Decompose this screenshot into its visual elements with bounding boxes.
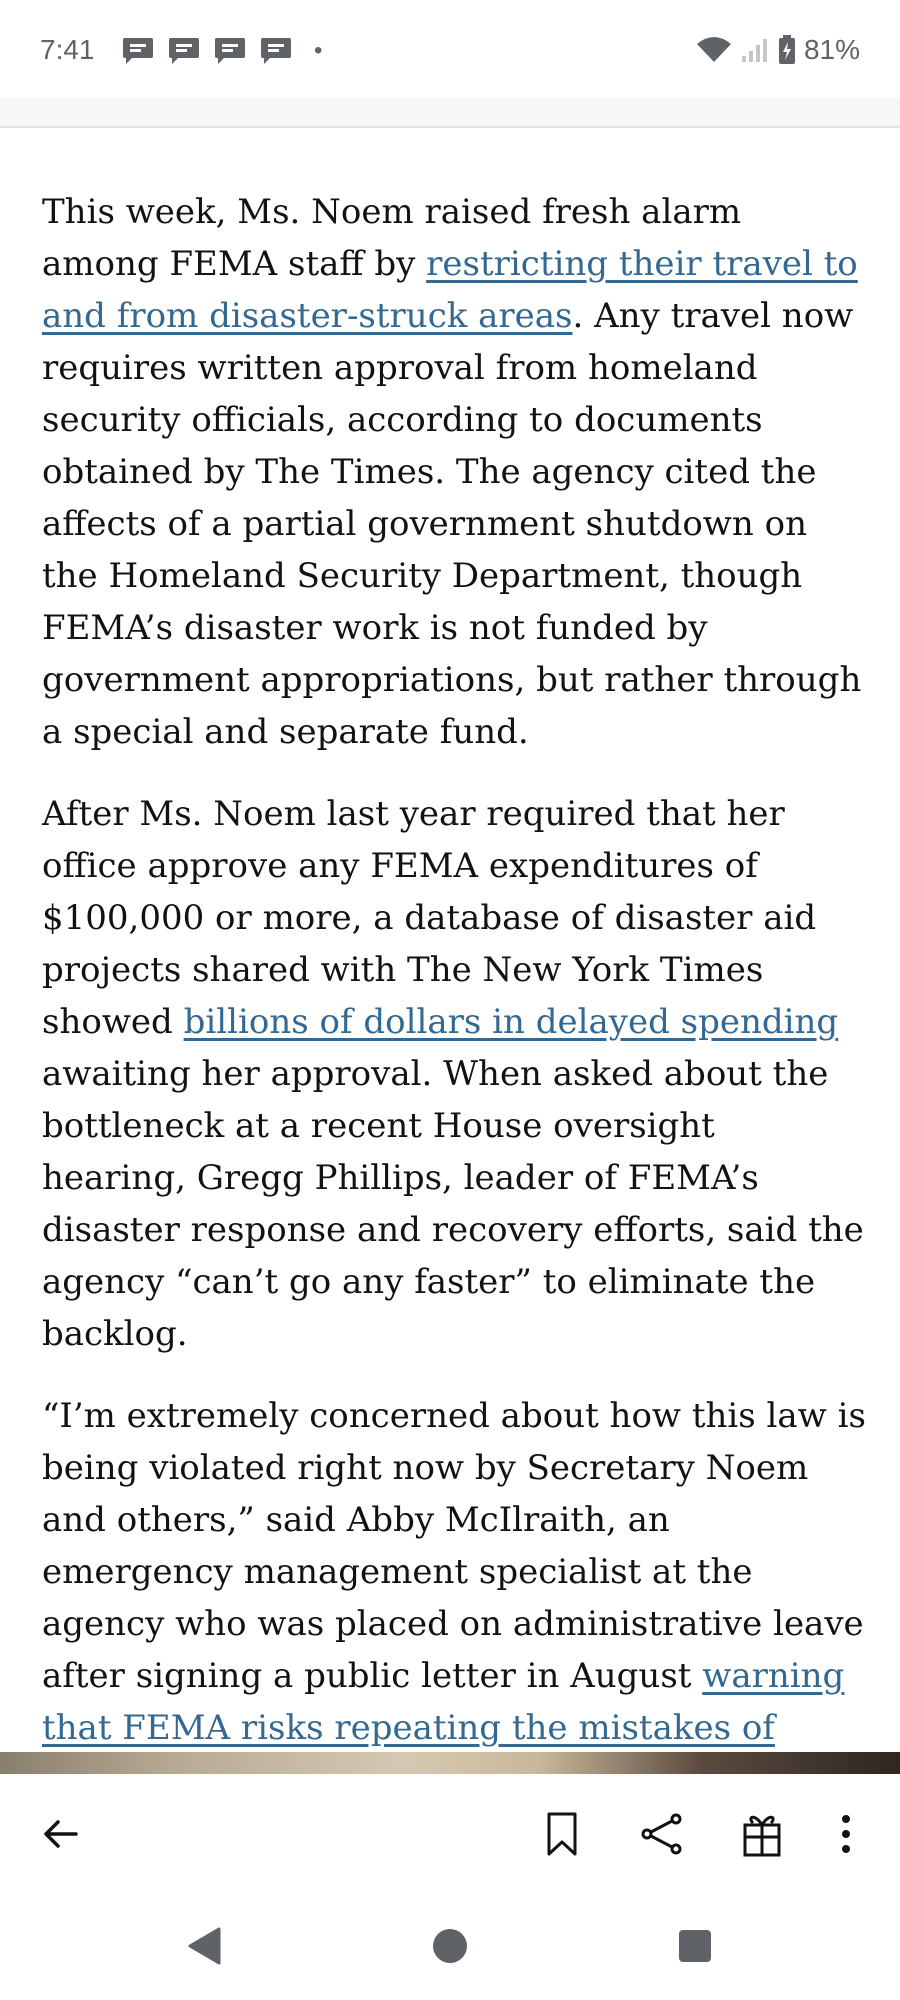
article-paragraph [42, 1390, 868, 1806]
more-button[interactable] [816, 1804, 876, 1864]
message-icon [214, 36, 246, 66]
gift-icon [741, 1811, 783, 1857]
top-divider [0, 98, 900, 128]
message-icon [168, 36, 200, 66]
article-paragraph [42, 788, 868, 1360]
circle-home-icon [432, 1928, 468, 1964]
notification-dot: • [314, 37, 323, 64]
arrow-left-icon [42, 1818, 78, 1850]
square-recents-icon [678, 1929, 712, 1963]
battery-percent: 81% [803, 34, 860, 65]
article-paragraph [42, 186, 868, 758]
gift-button[interactable] [732, 1804, 792, 1864]
wifi-icon [696, 36, 732, 64]
status-bar [0, 0, 900, 98]
status-right [696, 34, 860, 66]
message-icon [122, 36, 154, 66]
status-time: 7:41 [40, 34, 95, 65]
bookmark-button[interactable] [532, 1804, 592, 1864]
article-image-partial [0, 1752, 900, 1774]
back-button[interactable] [30, 1804, 90, 1864]
nav-recents-button[interactable] [665, 1916, 725, 1976]
inline-link[interactable]: billions of dollars in delayed spending [183, 1002, 839, 1042]
article-toolbar [0, 1774, 900, 1900]
paragraph-text: “I’m extremely concerned about how this law is being violated right now by Secretary Noem and others,” said Abby McIlraith, an emergency management specialist at the agency who was placed on administrative leave after signing a public letter in August [42, 1396, 866, 1696]
inline-link[interactable]: restricting their travel to and from disaster-struck areas [42, 244, 858, 336]
article-body [42, 186, 868, 1836]
paragraph-text: After Ms. Noem last year required that her office approve any FEMA expenditures of $100,000 or more, a database of disaster aid projects shared with The New York Times showed [42, 794, 817, 1042]
paragraph-text: awaiting her approval. When asked about the bottleneck at a recent House oversight hearing, Gregg Phillips, leader of FEMA’s disaster response and recovery efforts, said the agency “can’t go any faster” to eliminate the backlog. [42, 1054, 864, 1354]
more-vertical-icon [840, 1814, 852, 1854]
inline-link[interactable]: warning that FEMA risks repeating the mistakes of [42, 1656, 845, 1748]
system-nav-bar [0, 1900, 900, 2000]
message-icon [260, 36, 292, 66]
cell-signal-icon [740, 36, 770, 64]
battery-icon [778, 35, 796, 65]
paragraph-text: . Any travel now requires written approval from homeland security officials, according to documents obtained by The Times. The agency cited the affects of a partial government shutdown on the Homeland Security Department, though FEMA’s disaster work is not funded by government appropriations, but rather through a special and separate fund. [42, 296, 862, 752]
triangle-back-icon [187, 1927, 221, 1965]
nav-home-button[interactable] [420, 1916, 480, 1976]
share-icon [640, 1812, 684, 1856]
nav-back-button[interactable] [174, 1916, 234, 1976]
share-button[interactable] [632, 1804, 692, 1864]
notification-icons [122, 36, 322, 66]
bookmark-icon [546, 1812, 578, 1856]
paragraph-text: This week, Ms. Noem raised fresh alarm among FEMA staff by [42, 192, 742, 284]
